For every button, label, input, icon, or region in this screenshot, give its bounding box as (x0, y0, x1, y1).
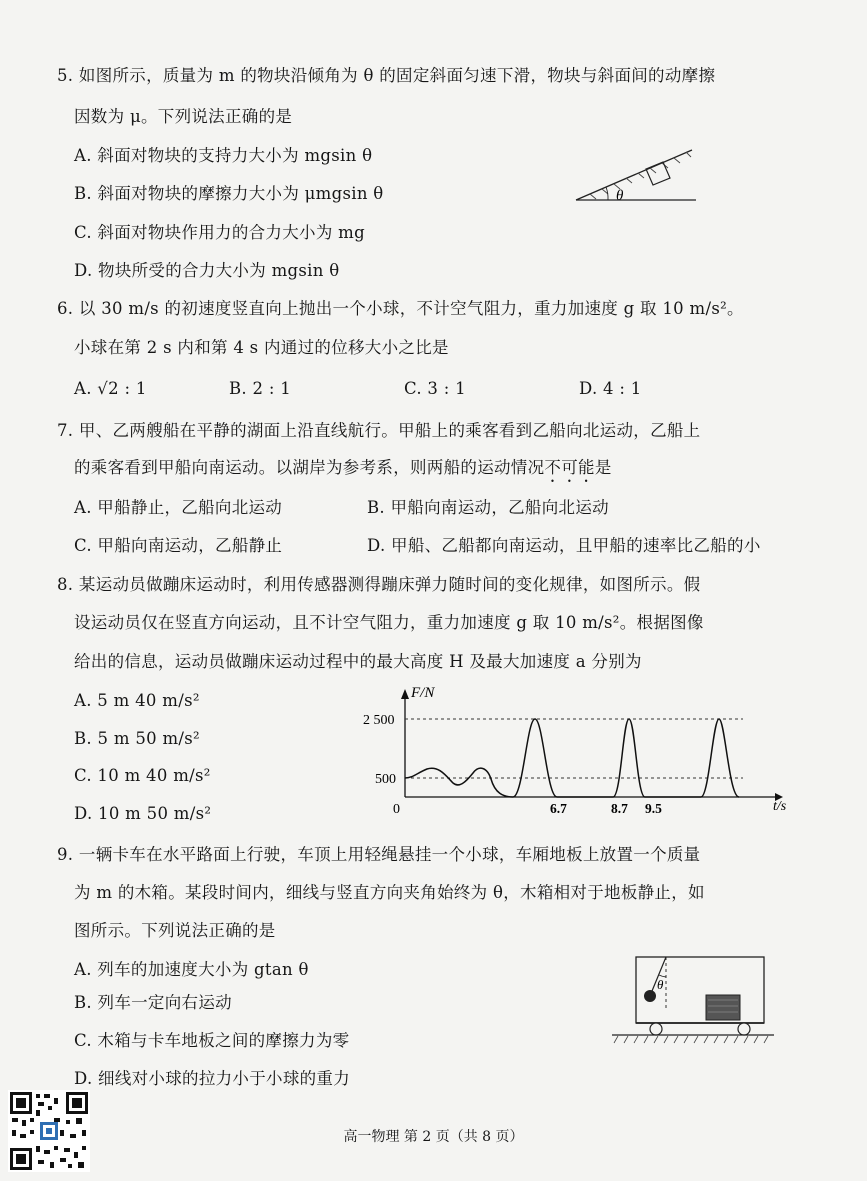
q7-stem-line2 (74, 456, 612, 486)
q7-stem-text: 的乘客看到甲船向南运动。以湖岸为参考系，则两船的运动情况 (74, 458, 545, 477)
front-wheel (650, 1023, 662, 1035)
q8-option-a: A. 5 m 40 m/s² (74, 691, 200, 710)
incline-theta-label: θ (616, 188, 624, 204)
force-time-graph (355, 683, 795, 823)
x-axis-label: t/s (773, 799, 787, 814)
q6-stem-line2: 小球在第 2 s 内和第 4 s 内通过的位移大小之比是 (74, 338, 449, 357)
q7-option-a: A. 甲船静止，乙船向北运动 (74, 498, 283, 517)
q8-stem-line2: 设运动员仅在竖直方向运动，且不计空气阻力，重力加速度 g 取 10 m/s²。根据图像 (74, 613, 704, 632)
x-tick-9-5: 9.5 (645, 801, 662, 816)
q8-stem-line3: 给出的信息，运动员做蹦床运动过程中的最大高度 H 及最大加速度 a 分别为 (74, 652, 642, 671)
q7-option-d: D. 甲船、乙船都向南运动，且甲船的速率比乙船的小 (367, 536, 761, 555)
q6-option-d: D. 4 : 1 (579, 379, 642, 398)
q7-option-b: B. 甲船向南运动，乙船向北运动 (367, 498, 609, 517)
q9-option-d: D. 细线对小球的拉力小于小球的重力 (74, 1069, 351, 1088)
q5-stem-line1: 5. 如图所示，质量为 m 的物块沿倾角为 θ 的固定斜面匀速下滑，物块与斜面间的动摩擦 (57, 66, 716, 85)
q6-stem-line1: 6. 以 30 m/s 的初速度竖直向上抛出一个小球，不计空气阻力，重力加速度 g 取 10 m/s²。 (57, 299, 744, 318)
truck-theta-label: θ (657, 977, 664, 992)
block-shape (646, 162, 670, 185)
y-tick-2500: 2 500 (363, 713, 395, 728)
q7-option-c: C. 甲船向南运动，乙船静止 (74, 536, 283, 555)
q5-stem-line2: 因数为 μ。下列说法正确的是 (74, 107, 293, 126)
q7-stem-line1: 7. 甲、乙两艘船在平静的湖面上沿直线航行。甲船上的乘客看到乙船向北运动，乙船上 (57, 421, 701, 440)
q6-option-b: B. 2 : 1 (229, 379, 292, 398)
q5-option-c: C. 斜面对物块作用力的合力大小为 mg (74, 223, 365, 242)
y-axis-arrow (401, 689, 409, 699)
q6-option-a: A. √2 : 1 (74, 379, 147, 398)
page-footer: 高一物理 第 2 页（共 8 页） (343, 1129, 524, 1145)
y-tick-500: 500 (375, 772, 396, 787)
q6-option-c: C. 3 : 1 (404, 379, 466, 398)
q5-option-b: B. 斜面对物块的摩擦力大小为 μmgsin θ (74, 184, 384, 203)
incline-figure (570, 140, 705, 210)
q9-stem-line1: 9. 一辆卡车在水平路面上行驶，车顶上用轻绳悬挂一个小球，车厢地板上放置一个质量 (57, 845, 701, 864)
rear-wheel (738, 1023, 750, 1035)
q5-option-d: D. 物块所受的合力大小为 mgsin θ (74, 261, 340, 280)
q8-option-d: D. 10 m 50 m/s² (74, 804, 212, 823)
q7-emphasis-text: 不可能 (544, 458, 595, 477)
q5-option-a: A. 斜面对物块的支持力大小为 mgsin θ (74, 146, 373, 165)
q9-option-a: A. 列车的加速度大小为 gtan θ (74, 960, 309, 979)
q9-option-b: B. 列车一定向右运动 (74, 993, 232, 1012)
q9-stem-line3: 图所示。下列说法正确的是 (74, 921, 276, 940)
q9-option-c: C. 木箱与卡车地板之间的摩擦力为零 (74, 1031, 350, 1050)
q7-stem-end: 是 (594, 458, 612, 477)
hanging-ball (644, 990, 656, 1002)
origin-label: 0 (393, 802, 400, 817)
q8-option-b: B. 5 m 50 m/s² (74, 729, 200, 748)
y-axis-label: F/N (411, 685, 435, 701)
x-tick-6-7: 6.7 (550, 801, 567, 816)
q8-stem-line1: 8. 某运动员做蹦床运动时，利用传感器测得蹦床弹力随时间的变化规律，如图所示。假 (57, 575, 701, 594)
q9-stem-line2: 为 m 的木箱。某段时间内，细线与竖直方向夹角始终为 θ，木箱相对于地板静止，如 (74, 883, 705, 902)
force-curve (405, 719, 739, 797)
truck-body (636, 957, 764, 1023)
q8-option-c: C. 10 m 40 m/s² (74, 766, 211, 785)
x-tick-8-7: 8.7 (611, 801, 628, 816)
wooden-box (706, 995, 740, 1020)
truck-figure (608, 953, 778, 1068)
